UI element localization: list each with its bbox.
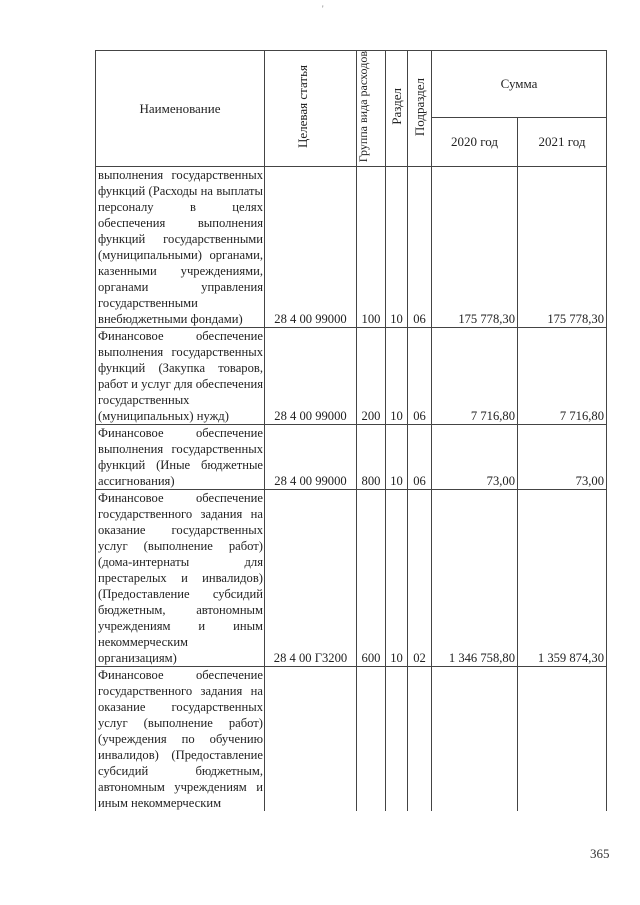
row-group: 800 [357,425,386,490]
row-code: 28 4 00 99000 [265,425,357,490]
header-year-2020: 2020 год [432,118,518,167]
row-2021: 1 359 874,30 [518,490,607,667]
page-number: 365 [590,846,610,861]
header-name: Наименование [96,51,265,167]
row-subsection: 06 [408,167,432,328]
row-code: 28 4 00 99000 [265,328,357,425]
row-group: 100 [357,167,386,328]
table-row [96,328,607,425]
row-group: 600 [357,490,386,667]
row-2021 [518,667,607,812]
row-2021: 175 778,30 [518,167,607,328]
row-2021: 7 716,80 [518,328,607,425]
row-group [357,667,386,812]
row-subsection: 02 [408,490,432,667]
table-row [96,490,607,667]
table-row [96,425,607,490]
row-2020: 73,00 [432,425,518,490]
row-subsection [408,667,432,812]
row-name: Финансовое обеспечение выполнения государственных функций (Иные бюджетные ассигнования) [96,425,265,490]
row-2021: 73,00 [518,425,607,490]
row-section: 10 [386,167,408,328]
row-2020 [432,667,518,812]
row-name: Финансовое обеспечение государственного задания на оказание государственных услуг (выполнение работ) (учреждения по обучению инвалидов) (Предоставление субсидий бюджетным, автономным учреждениям и иным некоммерческим [96,667,265,812]
row-section: 10 [386,490,408,667]
table-row [96,667,607,812]
row-section: 10 [386,328,408,425]
row-subsection: 06 [408,328,432,425]
header-year-2021: 2021 год [518,118,607,167]
row-subsection: 06 [408,425,432,490]
row-section: 10 [386,425,408,490]
header-sum: Сумма [432,51,607,118]
table-row [96,167,607,328]
budget-table [95,50,607,811]
row-2020: 7 716,80 [432,328,518,425]
header-section: Раздел [386,51,408,167]
row-group: 200 [357,328,386,425]
row-2020: 175 778,30 [432,167,518,328]
row-code: 28 4 00 Г3200 [265,490,357,667]
row-2020: 1 346 758,80 [432,490,518,667]
top-mark: ' [322,4,324,14]
row-name: Финансовое обеспечение государственного задания на оказание государственных услуг (выполнение работ) (дома-интернаты для престарелых и инвалидов) (Предоставление субсидий бюджетным, автономным учреждениям и иным некоммерческим организациям) [96,490,265,667]
row-code: 28 4 00 99000 [265,167,357,328]
header-target: Целевая статья [265,51,357,167]
header-subsection: Подраздел [408,51,432,167]
row-name: Финансовое обеспечение выполнения государственных функций (Закупка товаров, работ и услуг для обеспечения государственных (муниципальных) нужд) [96,328,265,425]
row-name: выполнения государственных функций (Расходы на выплаты персоналу в целях обеспечения выполнения функций государственными (муниципальными) органами, казенными учреждениями, органами управления государственными внебюджетными фондами) [96,167,265,328]
row-code [265,667,357,812]
row-section [386,667,408,812]
header-group: Группа вида расходов [357,51,386,167]
